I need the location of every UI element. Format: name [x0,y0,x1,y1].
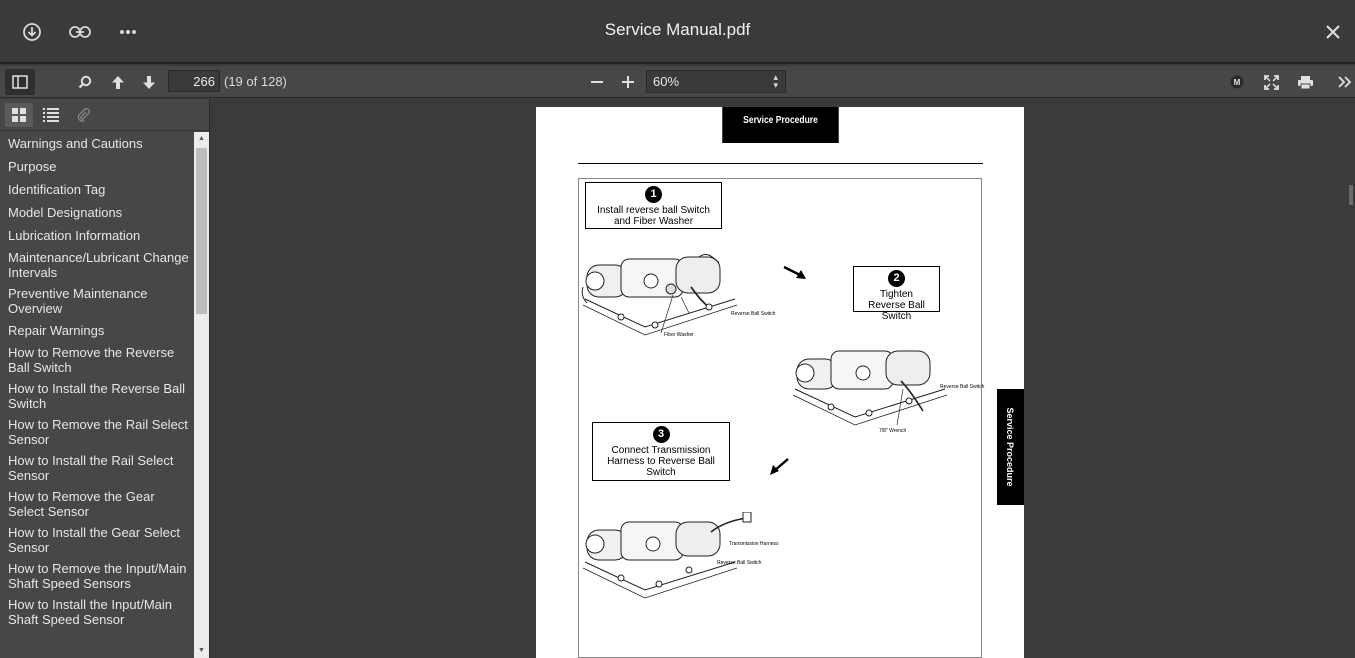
outline-item[interactable]: Preventive Maintenance Overview [8,286,148,316]
step-2-box [853,266,940,322]
scrollbar-thumb[interactable] [196,148,207,314]
outline-item[interactable]: Maintenance/Lubricant Change Intervals [8,250,189,280]
step-number: 2 [888,270,905,287]
viewer-scrollbar-thumb[interactable] [1349,185,1353,205]
outline-item[interactable]: Purpose [8,159,57,174]
header-rule [578,163,983,164]
title-bar [0,0,1355,64]
outline-item[interactable]: Identification Tag [8,182,106,197]
label-wrench: 7/8" Wrench [879,428,907,434]
zoom-value: 60% [653,74,680,89]
page-header: Service Procedure [722,107,838,143]
outline-item[interactable]: Model Designations [8,205,123,220]
transmission-illustration-2 [791,345,951,435]
label-transmission-harness: Transmission Harness [729,541,779,547]
step-1-box [585,182,722,229]
outline-item[interactable]: How to Remove the Input/Main Shaft Speed Sensors [8,561,187,591]
section-side-tab [997,389,1024,505]
attachments-icon[interactable] [69,103,97,127]
outline-item[interactable]: How to Install the Reverse Ball Switch [8,381,186,411]
outline-item[interactable]: How to Remove the Reverse Ball Switch [8,345,175,375]
outline-list [0,132,194,658]
next-page-icon[interactable] [138,69,160,95]
outline-item[interactable]: Repair Warnings [8,323,105,338]
outline-item[interactable]: Warnings and Cautions [8,136,143,151]
transmission-illustration-3 [581,512,771,602]
document-title: Service Manual.pdf [604,20,751,39]
step-number: 3 [653,426,670,443]
outline-item[interactable]: How to Remove the Rail Select Sensor [8,417,188,447]
page-count: (19 of 128) [224,74,287,89]
section-side-tab-label: Service Procedure [1005,407,1015,487]
svg-text:M: M [1233,78,1241,87]
sidebar-tabs [0,99,210,131]
page-number-input[interactable] [168,70,220,92]
viewer-scrollbar[interactable] [1347,99,1355,658]
label-reverse-ball-switch-2: Reverse Ball Switch [940,384,985,390]
arrow-right-icon [782,264,810,282]
pdf-toolbar [0,66,1355,98]
step-text: Connect Transmission Harness to Reverse Ball Switch [607,445,715,478]
label-reverse-ball-switch: Reverse Ball Switch [731,311,776,317]
outline-icon[interactable] [37,103,65,127]
step-text: Tighten Reverse Ball Switch [868,289,925,322]
arrow-down-left-icon [768,457,790,477]
transmission-illustration-1 [581,247,741,337]
sidebar-toggle-icon[interactable] [5,69,35,95]
label-reverse-ball-switch-3: Reverse Ball Switch [717,560,762,566]
label-fiber-washer: Fiber Washer [664,332,694,338]
outline-item[interactable]: Lubrication Information [8,228,141,243]
outline-item[interactable]: How to Remove the Gear Select Sensor [8,489,155,519]
step-number: 1 [645,186,662,203]
pdf-page [536,107,1024,658]
zoom-in-icon[interactable] [617,69,639,95]
scroll-up-icon[interactable]: ▲ [198,135,205,142]
close-icon[interactable] [1318,17,1348,47]
select-arrows-icon: ▴ ▾ [773,72,778,90]
zoom-out-icon[interactable] [586,69,608,95]
sidebar-scrollbar[interactable] [194,132,209,658]
step-3-box [592,422,730,481]
outline-item[interactable]: How to Install the Rail Select Sensor [8,453,174,483]
sidebar [0,99,210,658]
previous-page-icon[interactable] [107,69,129,95]
fullscreen-icon[interactable] [1260,69,1282,95]
outline-item[interactable]: How to Install the Gear Select Sensor [8,525,180,555]
zoom-select[interactable] [646,70,786,93]
thumbnails-icon[interactable] [5,103,33,127]
step-text: Install reverse ball Switch and Fiber Washer [597,205,710,227]
mark-icon[interactable] [1227,69,1247,95]
print-icon[interactable] [1294,69,1316,95]
search-icon[interactable] [74,69,96,95]
more-tools-icon[interactable] [1335,69,1355,95]
scroll-down-icon[interactable]: ▼ [198,647,205,654]
outline-item[interactable]: How to Install the Input/Main Shaft Speed Sensor [8,597,173,627]
